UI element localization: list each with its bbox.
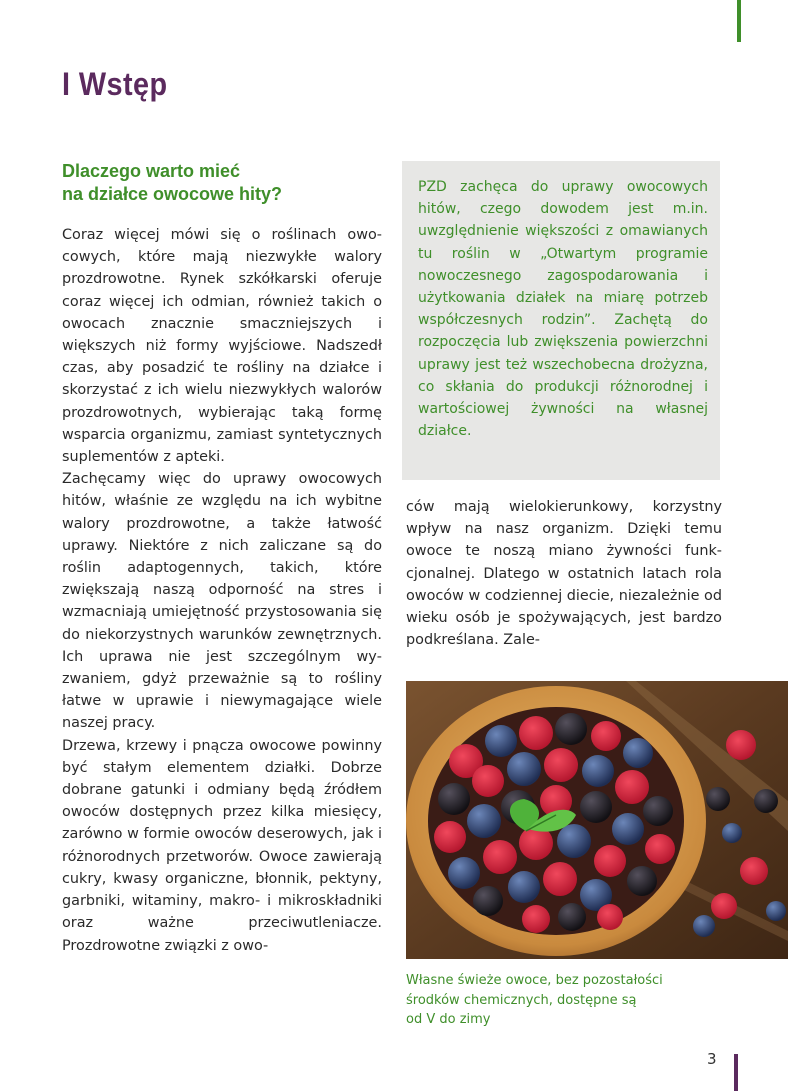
caption-line-3: od V do zimy [406, 1012, 491, 1027]
callout-text: PZD zachęca do uprawy owocowych hitów, czego dowodem jest m.in. uwzględnienie większości z omawianych tu roślin w „Otwartym programie nowoczesnego zagospodarowania i użytkowania działek na miarę potrzeb współczesnych rodzin”. Zachętą do rozpoczęcia lub zwiększenia powierzchni uprawy jest też wszechobecna drożyzna, co skłania do produkcji różnorodnej i wartościowej żywności na własnej działce. [418, 179, 708, 440]
caption-line-1: Własne świeże owoce, bez pozostałości [406, 973, 663, 988]
section-heading-line1: Dlaczego warto mieć [62, 161, 241, 181]
berries-illustration [406, 681, 788, 959]
top-accent-rule [737, 0, 741, 42]
berries-bowl-photo [406, 681, 788, 959]
right-column [406, 496, 722, 651]
photo-caption [406, 971, 726, 1030]
section-heading [62, 160, 382, 206]
callout-box [402, 161, 720, 480]
section-heading-line2: na działce owocowe hity? [62, 184, 283, 204]
body-paragraph-4: ców mają wielokierunkowy, korzystny wpływ na nasz organizm. Dzięki temu owoce te noszą miano żywności funkcjonalnej. Dlatego w ostatnich latach rola owoców w codziennej diecie, niezależnie od wieku osób je spożywających, jest bardzo podkreślana. Zale- [406, 499, 722, 649]
left-column [62, 224, 382, 957]
chapter-title: I Wstęp [62, 66, 168, 102]
page-number: 3 [707, 1050, 717, 1068]
body-paragraph-1: Coraz więcej mówi się o roślinach owocowych, które mają niezwykłe walory prozdrowotne. Rynek szkółkarski oferuje coraz więcej ich odmian, również takich o owocach znacznie smaczniejszych i większych niż formy wyjściowe. Nadszedł czas, aby posadzić te rośliny na działce i skorzystać z ich wielu niezwykłych walorów prozdrowotnych, wybierając taką formę wsparcia organizmu, zamiast syntetycznych suplementów z apteki. [62, 227, 382, 466]
bottom-accent-rule [734, 1054, 738, 1091]
body-paragraph-3: Drzewa, krzewy i pnącza owocowe powinny być stałym elementem działki. Dobrze dobrane gatunki i odmiany będą źródłem owoców dostępnych przez kilka miesięcy, zarówno w formie owoców deserowych, jak i różnorodnych przetworów. Owoce zawierają cukry, kwasy organiczne, błonnik, pektyny, garbniki, witaminy, makro- i mikroskładniki oraz ważne przeciwutleniacze. Prozdrowotne związki z owo- [62, 737, 382, 954]
caption-line-2: środków chemicznych, dostępne są [406, 992, 637, 1008]
body-paragraph-2: Zachęcamy więc do uprawy owocowych hitów, właśnie ze względu na ich wybitne walory prozdrowotne, a także łatwość uprawy. Niektóre z nich zaliczane są do roślin adaptogennych, takich, które zwiększają naszą odporność na stres i wzmacniają umiejętność przystosowania się do niekorzystnych warunków zewnętrznych. Ich uprawa nie jest szczególnym wyzwaniem, gdyż przeważnie są to rośliny łatwe w uprawie i niewymagające wiele naszej pracy. [62, 471, 382, 732]
